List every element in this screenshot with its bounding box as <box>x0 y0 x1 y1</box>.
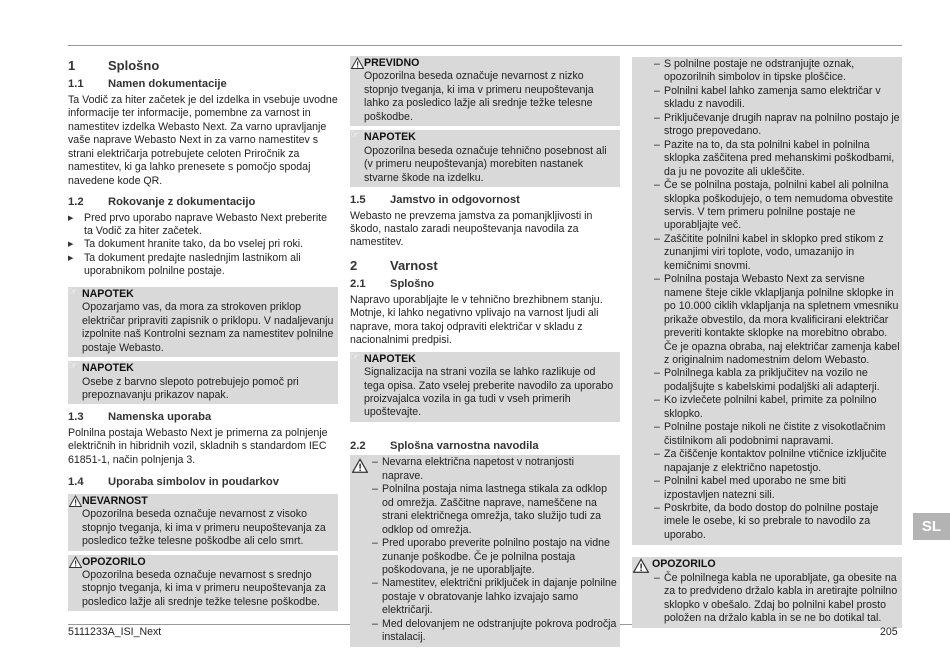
dash-marker: – <box>372 456 378 469</box>
list-item <box>372 618 618 645</box>
list-item-text: Namestitev, električni priključek in dajanje polnilne postaje v obratovanje lahko izvajajo samo električarji. <box>382 577 617 617</box>
section-number: 1.4 <box>68 476 84 489</box>
section-title: Rokovanje z dokumentacijo <box>108 196 256 209</box>
note-text: Opozorilna beseda označuje tehnično posebnost ali (v primeru neupoštevanja) morebiten nastanek stvarne škode na izdelku. <box>364 144 607 184</box>
list-item-text: Pred uporabo preverite polnilno postajo na vidne zunanje poškodbe. Če je polnilna postaja poškodovana, je ne uporabljajte. <box>382 537 610 576</box>
caution-title: PREVIDNO <box>364 57 420 69</box>
danger-box <box>68 494 338 551</box>
list-item <box>654 502 900 542</box>
safety-box-continued <box>632 57 902 545</box>
danger-title: NEVARNOST <box>82 494 148 507</box>
paragraph: Polnilna postaja Webasto Next je primerna za polnjenje električnih in hibridnih vozil, skladnih s standardom IEC 61851-1, način polnjenja 3. <box>68 426 328 466</box>
note-box <box>68 361 338 404</box>
section-title: Splošno <box>390 278 435 291</box>
note-title: NAPOTEK <box>364 352 416 365</box>
bullet-icon: ▶ <box>68 254 74 262</box>
dash-marker: – <box>654 475 660 488</box>
note-title: NAPOTEK <box>82 362 134 375</box>
note-title: NAPOTEK <box>82 287 134 300</box>
section-title: Varnost <box>390 257 438 273</box>
column-2 <box>350 53 620 647</box>
list-item <box>654 58 900 85</box>
hand-pointer-icon: ☞ <box>68 285 78 298</box>
list-item-text: Priključevanje drugih naprav na polnilno postajo je strogo prepovedano. <box>664 111 900 138</box>
list-item <box>68 252 338 279</box>
caution-text: Opozorilna beseda označuje nevarnost z nizko stopnjo tveganja, ki ima v primeru neupoštevanja lahko za posledico lažje ali srednje težke telesne poškodbe. <box>364 70 594 123</box>
list-item <box>654 139 900 179</box>
list-item <box>654 179 900 233</box>
warning-triangle-icon <box>351 57 364 69</box>
dash-marker: – <box>654 111 660 124</box>
bullet-icon: ▶ <box>68 241 74 249</box>
list-item-text: Pred prvo uporabo naprave Webasto Next preberite ta Vodič za hiter začetek. <box>84 211 328 237</box>
list-item-text: Pazite na to, da sta polnilni kabel in polnilna sklopka zaščitena pred mehanskimi poškodbami, da ju ne povozite ali ukleščite. <box>664 138 895 178</box>
warning-box <box>68 555 338 612</box>
list-item <box>372 456 618 483</box>
list-item <box>372 537 618 577</box>
warning-title: OPOZORILO <box>82 555 146 568</box>
warning-text: Opozorilna beseda označuje nevarnost s srednjo stopnjo tveganja, ki ima v primeru neupoštevanja za posledico lažje ali srednje težke telesne poškodbe. <box>82 568 326 608</box>
list-item <box>654 448 900 475</box>
section-number: 2 <box>350 257 358 273</box>
list-item <box>68 238 338 251</box>
list-item <box>654 394 900 421</box>
list-item-text: S polnilne postaje ne odstranjujte oznak, opozorilnih simbolov in tipske ploščice. <box>664 58 855 84</box>
warning-title: OPOZORILO <box>652 558 716 571</box>
dash-marker: – <box>654 367 660 380</box>
list-item-text: Polnilnega kabla za priključitev na vozilo ne podaljšujte s kabelskimi podaljški ali adapterji. <box>664 367 880 393</box>
warning-triangle-icon <box>352 458 368 473</box>
safety-box <box>350 455 620 646</box>
list-item <box>654 475 900 502</box>
warning-triangle-icon <box>69 495 82 507</box>
language-tab: SL <box>913 513 950 540</box>
column-1 <box>68 55 338 614</box>
list-item <box>654 421 900 448</box>
list-item: – Če polnilnega kabla ne uporabljate, ga obesite na za to predvideno držalo kabla in aretirajte polnilno sklopko v obešalo. Zdaj bo polnilni kabel prosto položen na držalo kabla in se ne bo dotikal tal. <box>654 572 900 626</box>
list-item <box>654 112 900 139</box>
danger-text: Opozorilna beseda označuje nevarnost z visoko stopnjo tveganja, ki ima v primeru neupoštevanja za posledico težke telesne poškodbe ali celo smrt. <box>82 508 326 548</box>
warning-box <box>632 557 902 627</box>
dash-marker: – <box>654 179 660 192</box>
list-item <box>654 233 900 273</box>
paragraph: Napravo uporabljajte le v tehnično brezhibnem stanju. Motnje, ki lahko negativno vplivajo na varnost ljudi ali naprave, mora takoj odpraviti električar v skladu z nacionalnimi predpisi. <box>350 293 603 347</box>
hand-pointer-icon: ☞ <box>350 350 360 363</box>
dash-marker: – <box>654 84 660 97</box>
dash-marker: – <box>372 617 378 630</box>
list-item-text: Zaščitite polnilni kabel in sklopko pred stikom z zunanjimi viri toplote, vodo, umazanijo in kemičnimi snovmi. <box>664 232 884 272</box>
dash-marker: – <box>372 537 378 550</box>
list-item <box>372 483 618 537</box>
section-number: 2.2 <box>350 439 366 452</box>
list-item-text: Polnilne postaje nikoli ne čistite z visokotlačnim čistilnikom ali podobnimi napravami. <box>664 421 886 447</box>
dash-marker: – <box>372 483 378 496</box>
list-item-text: Za čiščenje kontaktov polnilne vtičnice izključite napajanje z električno napetostjo. <box>664 448 887 474</box>
section-title: Splošna varnostna navodila <box>390 439 539 452</box>
safety-list <box>372 456 618 644</box>
list-item <box>654 273 900 367</box>
dash-marker: – <box>654 394 660 407</box>
section-number: 1.1 <box>68 78 84 91</box>
list-item-text: Polnilni kabel lahko zamenja samo električar v skladu z navodili. <box>664 84 881 111</box>
list-item-text: Polnilna postaja Webasto Next za servisne namene šteje cikle vklapljanja polnilne sklopke in po 10.000 ciklih vklapljanja na spletnem vmesniku prikaže obvestilo, da mora kvalificirani električar preveriti kontakte sklopke na morebitno obrabo. Če je opazna obraba, naj električar zamenja kabel z originalnim nadomestnim delom Webasto. <box>664 273 900 366</box>
list-item-text: Nevarna električna napetost v notranjosti naprave. <box>382 456 574 482</box>
section-title: Namen dokumentacije <box>108 78 227 91</box>
note-text: Signalizacija na strani vozila se lahko razlikuje od tega opisa. Zato vselej preberite navodilo za uporabo proizvajalca vozila in ga tudi v vseh primerih upoštevajte. <box>364 366 614 419</box>
section-number: 2.1 <box>350 278 366 291</box>
list-item <box>654 85 900 112</box>
list-item-text: Med delovanjem ne odstranjujte pokrova področja instalacij. <box>382 617 617 644</box>
paragraph: Webasto ne prevzema jamstva za pomanjkljivosti in škodo, nastalo zaradi neupoštevanja navodila za namestitev. <box>350 209 593 249</box>
note-text: Opozarjamo vas, da mora za strokoven priklop električar pripraviti zapisnik o priklopu. V nadaljevanju izpolnite naš Kontrolni seznam za namestitev polnilne postaje Webasto. <box>82 301 334 354</box>
note-text: Osebe z barvno slepoto potrebujejo pomoč pri prepoznavanju prikazov napak. <box>82 375 299 401</box>
dash-marker: – <box>654 138 660 151</box>
dash-marker: – <box>654 273 660 286</box>
caution-box <box>350 56 620 126</box>
list-item <box>654 367 900 394</box>
note-box <box>350 130 620 187</box>
section-number: 1.2 <box>68 196 84 209</box>
warning-triangle-icon <box>69 556 82 568</box>
section-number: 1.3 <box>68 411 84 424</box>
dash-marker: – <box>654 232 660 245</box>
list-item-text: Ta dokument predajte naslednjim lastnikom ali uporabnikom polnilne postaje. <box>84 251 301 278</box>
list-item-text: Če polnilnega kabla ne uporabljate, ga obesite na za to predvideno držalo kabla in aretirajte polnilno sklopko v obešalo. Zdaj bo polnilni kabel prosto položen na držalo kabla in se ne bo dotikal tal. <box>664 571 898 625</box>
section-number: 1 <box>68 58 76 73</box>
page-number: 205 <box>880 626 898 638</box>
bullet-icon: ▶ <box>68 214 74 222</box>
section-heading <box>68 59 338 72</box>
note-title: NAPOTEK <box>364 131 416 144</box>
document-id: 5111233A_ISI_Next <box>68 626 162 638</box>
list-item <box>372 577 618 617</box>
list-item-text: Če se polnilna postaja, polnilni kabel ali polnilna sklopka poškodujejo, o tem nemudoma obvestite servis. V tem primeru polnilne postaje ne uporabljajte več. <box>664 179 894 232</box>
section-title: Jamstvo in odgovornost <box>390 194 520 207</box>
list-item-text: Poskrbite, da bodo dostop do polnilne postaje imele le osebe, ki so prebrale to navodilo za uporabo. <box>664 501 879 541</box>
top-rule <box>68 45 902 46</box>
list-item-text: Polnilna postaja nima lastnega stikala za odklop od omrežja. Zaščitne naprave, nameščene na strani električnega omrežja, tako služijo tudi za odklop od omrežja. <box>382 483 607 536</box>
note-box <box>350 352 620 422</box>
section-title: Splošno <box>108 58 160 73</box>
dash-marker: – <box>654 448 660 461</box>
hand-pointer-icon: ☞ <box>68 360 78 373</box>
warning-triangle-icon <box>633 558 649 573</box>
hand-pointer-icon: ☞ <box>350 129 360 142</box>
list-item-text: Polnilni kabel med uporabo ne sme biti izpostavljen natezni sili. <box>664 475 846 501</box>
list-item-text: Ko izvlečete polnilni kabel, primite za polnilno sklopko. <box>664 394 877 420</box>
column-3 <box>632 57 902 631</box>
list-item <box>68 212 338 239</box>
section-number: 1.5 <box>350 194 366 207</box>
dash-marker: – <box>372 577 378 590</box>
list-item-text: Ta dokument hranite tako, da bo vselej pri roki. <box>84 238 304 251</box>
dash-marker: – <box>654 421 660 434</box>
section-title: Uporaba simbolov in poudarkov <box>108 476 279 489</box>
dash-marker: – <box>654 501 660 514</box>
note-box <box>68 287 338 357</box>
safety-list <box>654 58 900 542</box>
subsection-heading <box>68 78 338 91</box>
paragraph: Ta Vodič za hiter začetek je del izdelka in vsebuje uvodne informacije ter informacije, pomembne za varnost in namestitev izdelka Webasto Next. Za varno upravljanje vaše naprave Webasto Next in za varno namestitev s strani električarja potrebujete celoten Priročnik za namestitev, ki ga lahko prenesete s pomočjo spodaj navedene kode QR. <box>68 93 338 187</box>
dash-marker: – <box>654 58 660 70</box>
section-title: Namenska uporaba <box>108 411 212 424</box>
